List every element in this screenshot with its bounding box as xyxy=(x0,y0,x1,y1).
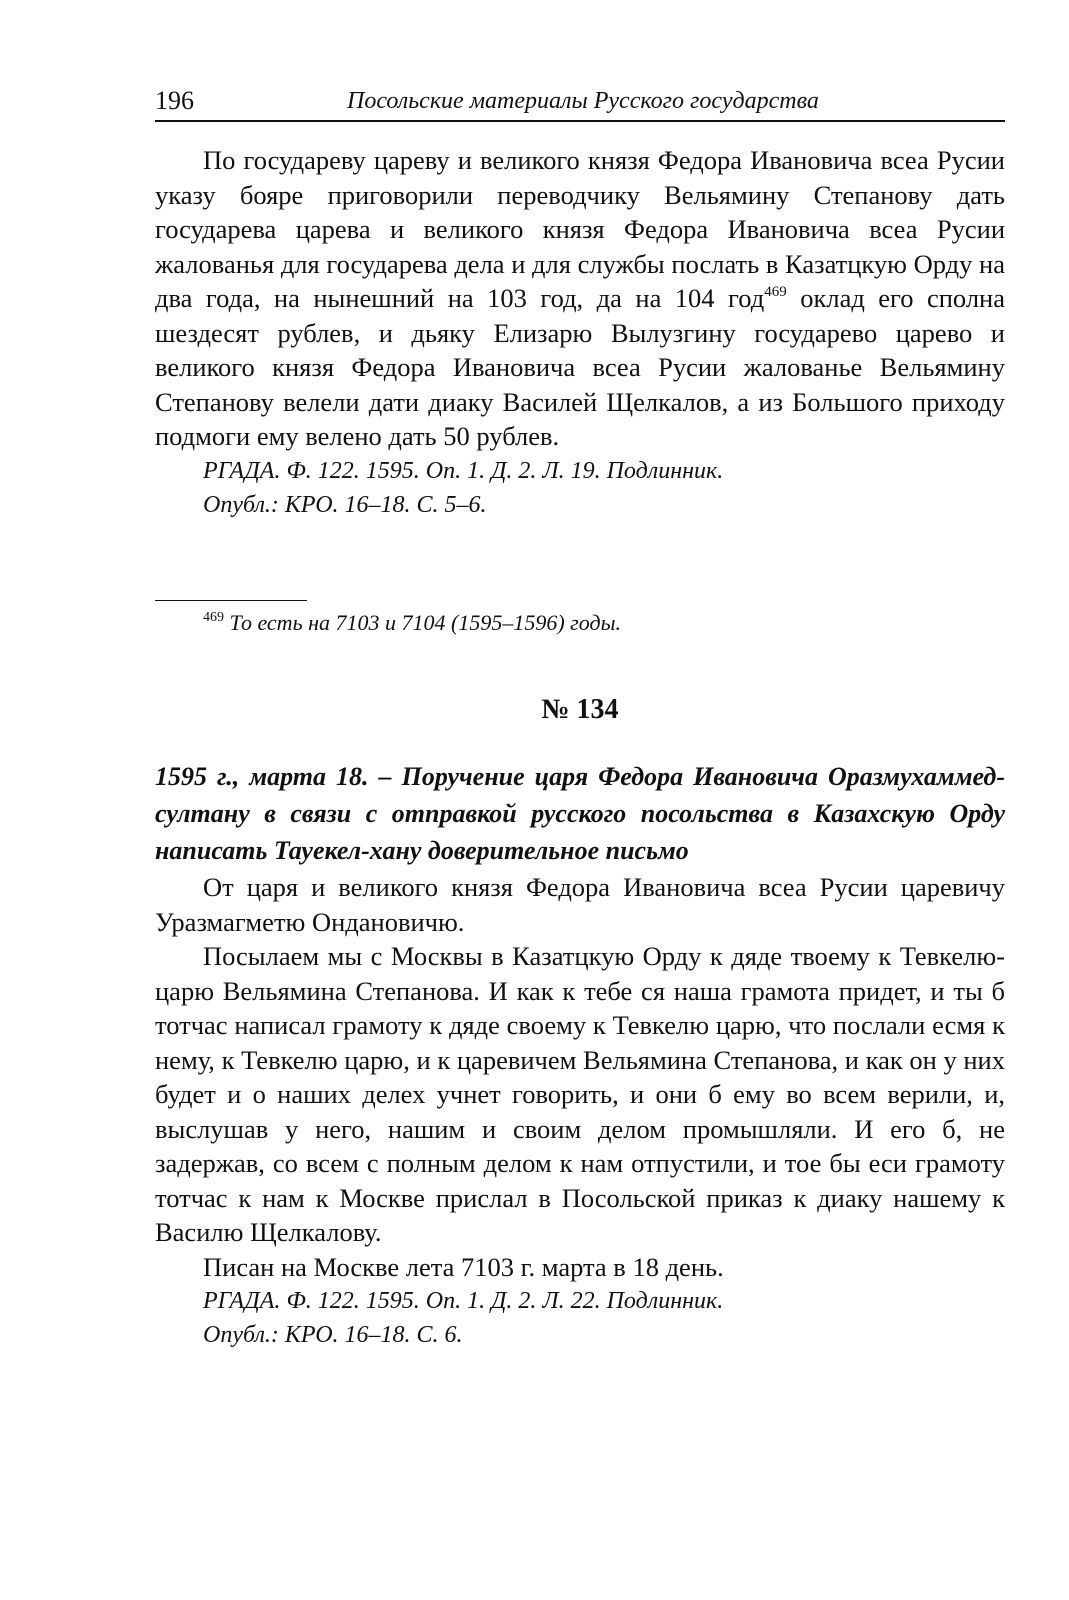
footnote xyxy=(203,610,621,636)
document-number: № 134 xyxy=(541,694,619,725)
publication-reference: Опубл.: КРО. 16–18. С. 5–6. xyxy=(203,491,487,518)
publication-reference-134: Опубл.: КРО. 16–18. С. 6. xyxy=(203,1322,463,1348)
running-title: Посольские материалы Русского государства xyxy=(347,88,819,114)
footnote-divider xyxy=(155,600,307,601)
archive-reference-134: РГАДА. Ф. 122. 1595. Оп. 1. Д. 2. Л. 22. Подлинник. xyxy=(203,1288,724,1314)
footnote-number: 469 xyxy=(203,610,224,625)
document-134-paragraph-3: Писан на Москве лета 7103 г. марта в 18 день. xyxy=(203,1251,724,1282)
page-number: 196 xyxy=(155,86,194,115)
document-134-paragraph-2: Посылаем мы с Москвы в Казатцкую Орду к дяде твоему к Тевкелю-царю Вельямина Степанова. И как к тебе ся наша грамота придет, и ты б тотчас написал грамоту к дяде своему к Тевкелю царю, что послали есмя к нему, к Тевкелю царю, и к царевичем Вельямина Степанова, и как он у них будет и о наших делех учнет говорить, и они б ему во всем верили, и, выслушав у него, нашим и своим делом промышляли. И его б, не задержав, со всем с полным делом к нам отпустили, и тое бы еси грамоту тотчас к нам к Москве прислал в Посольской приказ к диаку нашему к Василю Щелкалову. xyxy=(155,941,1005,1247)
paragraph-text-part-2: оклад его сполна шездесят рублев, и дьяку Елизарю Вылузгину государево царево и великого князя Федора Ивановича всеа Русии жалованье Вельямину Степанову велели дати диаку Василей Щелкалов, а из Большого приходу подмоги ему велено дать 50 рублев. xyxy=(155,283,1006,451)
document-134-paragraph-1: От царя и великого князя Федора Ивановича всеа Русии царевичу Уразмагметю Ондановичю. xyxy=(155,872,1005,937)
page-header xyxy=(155,80,1005,122)
document-heading: 1595 г., марта 18. – Поручение царя Федора Ивановича Оразмухаммед-султану в связи с отправкой русского посольства в Казахскую Орду написать Тауекел-хану доверительное письмо xyxy=(155,762,1005,865)
document-133-body xyxy=(155,143,1005,522)
document-134-body xyxy=(155,870,1005,1352)
footnote-reference: 469 xyxy=(764,284,787,300)
archive-reference: РГАДА. Ф. 122. 1595. Оп. 1. Д. 2. Л. 19. Подлинник. xyxy=(203,457,724,484)
paragraph-text-part-1: По государеву цареву и великого князя Федора Ивановича всеа Русии указу бояре приговорили переводчику Вельямину Степанову дать государева царева и великого князя Федора Ивановича всеа Русии жалованья для государева дела и для службы послать в Казатцкую Орду на два года, на нынешний на 103 год, да на 104 год xyxy=(155,145,1005,313)
document-133-paragraph xyxy=(155,143,1005,454)
footnote-text: То есть на 7103 и 7104 (1595–1596) годы. xyxy=(229,610,621,635)
